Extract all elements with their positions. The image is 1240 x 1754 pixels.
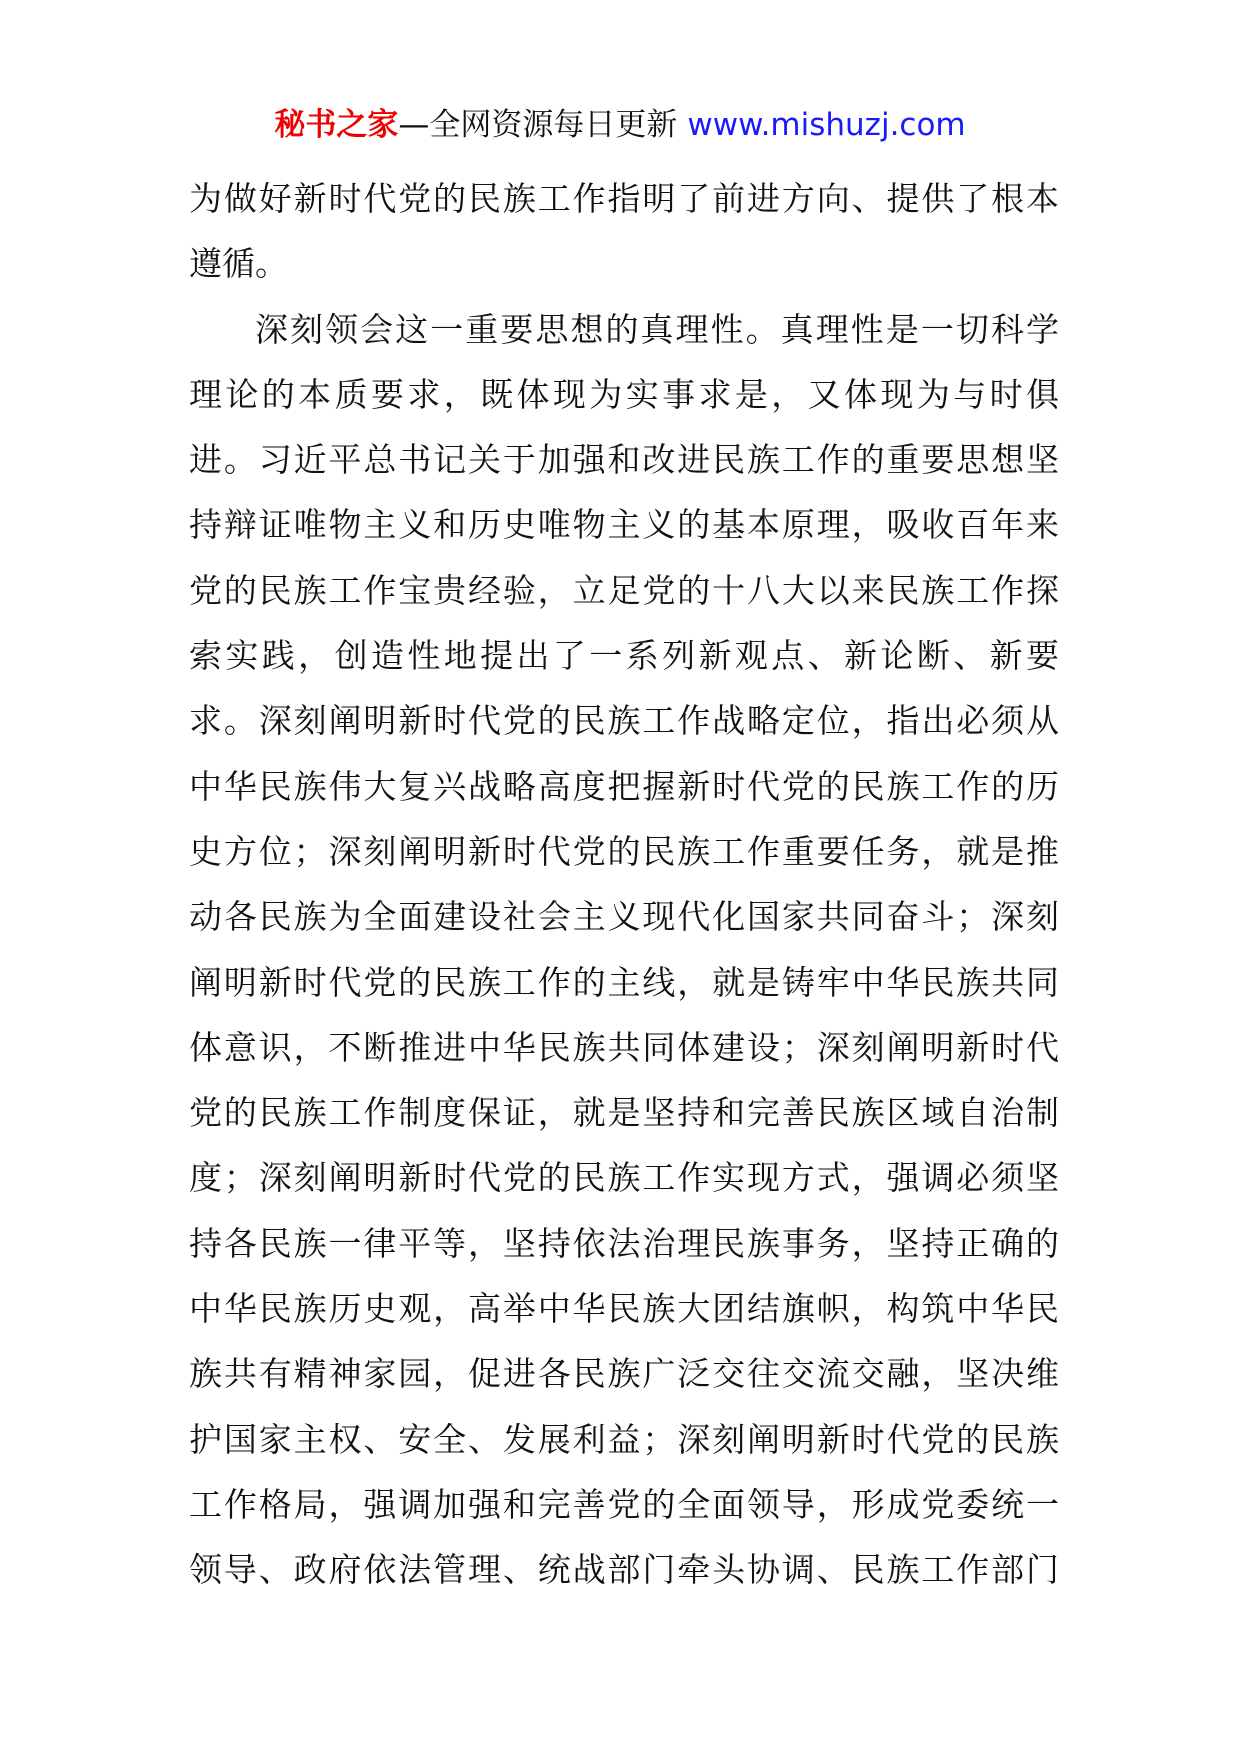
text-line-7: 党的民族工作宝贵经验，立足党的十八大以来民族工作探 [189, 570, 1059, 610]
text-line-11: 史方位；深刻阐明新时代党的民族工作重要任务，就是推 [189, 831, 1059, 871]
text-line-6: 持辩证唯物主义和历史唯物主义的基本原理，吸收百年来 [189, 505, 1059, 545]
text-line-13: 阐明新时代党的民族工作的主线，就是铸牢中华民族共同 [189, 962, 1059, 1002]
text-line-5: 进。习近平总书记关于加强和改进民族工作的重要思想坚 [189, 440, 1059, 480]
text-line-4: 理论的本质要求，既体现为实事求是，又体现为与时俱 [189, 374, 1059, 414]
text-line-3: 深刻领会这一重要思想的真理性。真理性是一切科学 [255, 309, 1059, 349]
document-body [189, 166, 1059, 1603]
text-line-21: 工作格局，强调加强和完善党的全面领导，形成党委统一 [189, 1484, 1059, 1524]
header-brand: 秘书之家 [274, 107, 399, 143]
text-line-14: 体意识，不断推进中华民族共同体建设；深刻阐明新时代 [189, 1027, 1059, 1067]
text-line-1: 为做好新时代党的民族工作指明了前进方向、提供了根本 [189, 179, 1059, 218]
text-line-15: 党的民族工作制度保证，就是坚持和完善民族区域自治制 [189, 1093, 1059, 1133]
text-line-22: 领导、政府依法管理、统战部门牵头协调、民族工作部门 [189, 1550, 1059, 1590]
page-header [0, 103, 1240, 147]
text-line-20: 护国家主权、安全、发展利益；深刻阐明新时代党的民族 [189, 1419, 1059, 1459]
text-line-19: 族共有精神家园，促进各民族广泛交往交流交融，坚决维 [189, 1354, 1059, 1394]
text-line-18: 中华民族历史观，高举中华民族大团结旗帜，构筑中华民 [189, 1289, 1059, 1329]
text-line-10: 中华民族伟大复兴战略高度把握新时代党的民族工作的历 [189, 766, 1059, 806]
header-url-link[interactable]: www.mishuzj.com [687, 107, 966, 143]
text-line-8: 索实践，创造性地提出了一系列新观点、新论断、新要 [189, 636, 1059, 676]
text-line-16: 度；深刻阐明新时代党的民族工作实现方式，强调必须坚 [189, 1158, 1059, 1198]
text-line-2: 遵循。 [189, 244, 288, 284]
header-slogan: —全网资源每日更新 [398, 107, 678, 143]
text-line-12: 动各民族为全面建设社会主义现代化国家共同奋斗；深刻 [189, 897, 1059, 937]
text-line-17: 持各民族一律平等，坚持依法治理民族事务，坚持正确的 [189, 1223, 1059, 1263]
text-line-9: 求。深刻阐明新时代党的民族工作战略定位，指出必须从 [189, 701, 1059, 741]
